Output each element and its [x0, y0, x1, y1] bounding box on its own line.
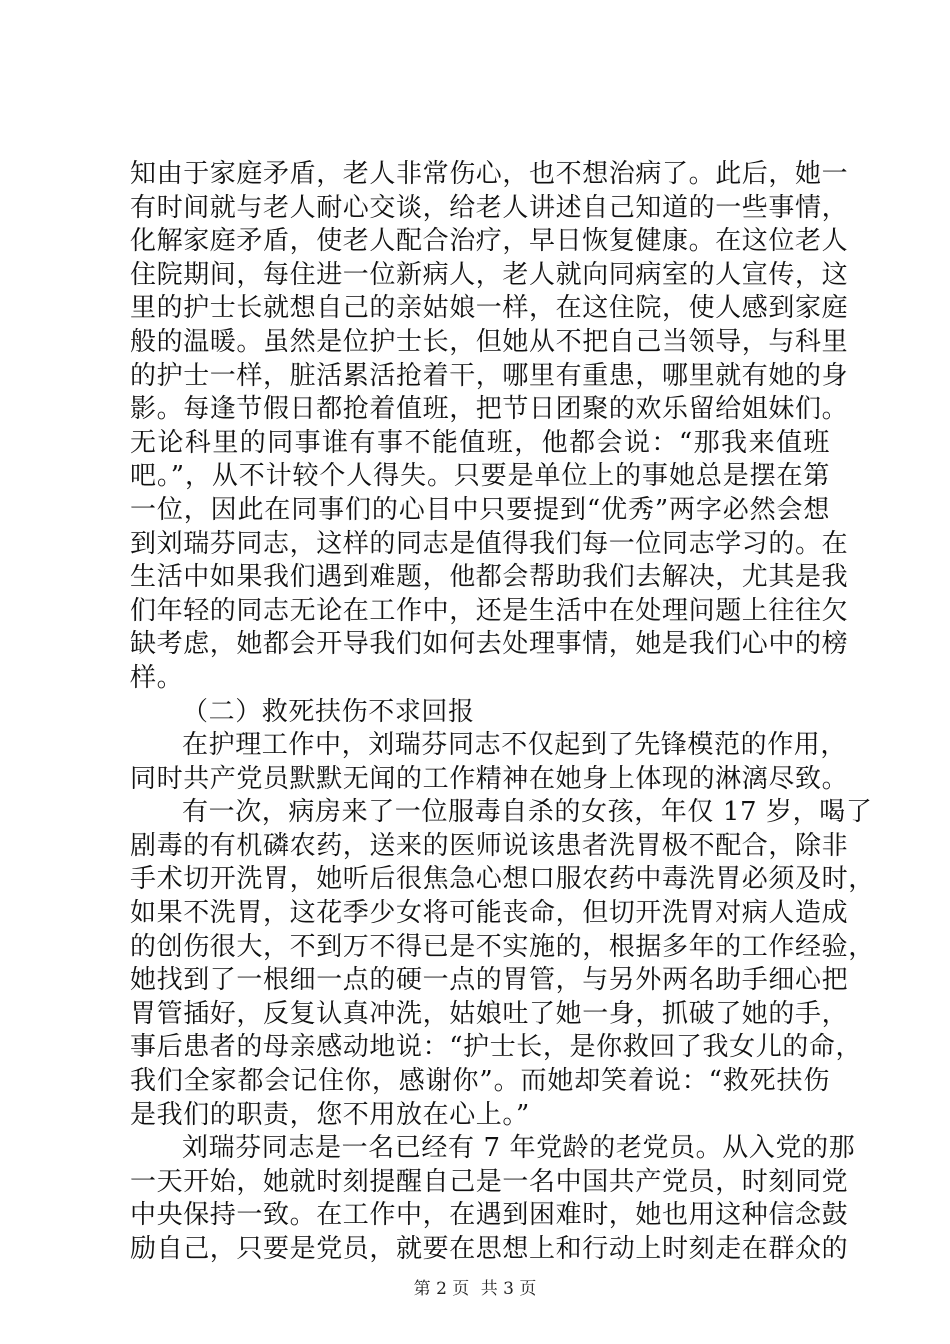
page-number: 第 2 页 — [413, 1279, 470, 1299]
text-line: 刘瑞芬同志是一名已经有 7 年党龄的老党员。从入党的那 — [182, 1133, 856, 1164]
text-line: （二）救死扶伤不求回报 — [182, 696, 475, 727]
text-line: 缺考虑，她都会开导我们如何去处理事情，她是我们心中的榜 — [130, 629, 849, 660]
text-line: 知由于家庭矛盾，老人非常伤心，也不想治病了。此后，她一 — [130, 159, 849, 189]
text-line: 胃管插好，反复认真冲洗，姑娘吐了她一身，抓破了她的手， — [130, 998, 849, 1029]
text-line: 她找到了一根细一点的硬一点的胃管，与另外两名助手细心把 — [130, 965, 849, 996]
text-line: 是我们的职责，您不用放在心上。” — [130, 1099, 530, 1130]
text-line: 剧毒的有机磷农药，送来的医师说该患者洗胃极不配合，除非 — [130, 830, 849, 861]
text-line: 如果不洗胃，这花季少女将可能丧命，但切开洗胃对病人造成 — [130, 898, 849, 929]
text-line: 里的护士长就想自己的亲姑娘一样，在这住院，使人感到家庭 — [130, 293, 849, 324]
page-total: 共 3 页 — [480, 1279, 537, 1299]
text-line: 在护理工作中，刘瑞芬同志不仅起到了先锋模范的作用， — [182, 730, 848, 761]
text-line: 我们全家都会记住你，感谢你”。而她却笑着说：“救死扶伤 — [130, 1066, 830, 1097]
text-line: 无论科里的同事谁有事不能值班，他都会说：“那我来值班 — [130, 427, 830, 458]
text-line: 住院期间，每住进一位新病人，老人就向同病室的人宣传，这 — [130, 259, 849, 290]
text-line: 的创伤很大，不到万不得已是不实施的，根据多年的工作经验， — [130, 931, 875, 962]
text-line: 般的温暖。虽然是位护士长，但她从不把自己当领导，与科里 — [130, 326, 849, 357]
text-line: 有一次，病房来了一位服毒自杀的女孩，年仅 17 岁，喝了 — [182, 797, 873, 828]
text-line: 同时共产党员默默无闻的工作精神在她身上体现的淋漓尽致。 — [130, 763, 849, 794]
text-line: 样。 — [130, 662, 184, 693]
text-line: 有时间就与老人耐心交谈，给老人讲述自己知道的一些事情， — [130, 192, 849, 223]
text-line: 手术切开洗胃，她听后很焦急心想口服农药中毒洗胃必须及时， — [130, 864, 875, 895]
text-line: 吧。”，从不计较个人得失。只要是单位上的事她总是摆在第 — [130, 461, 830, 492]
text-line: 们年轻的同志无论在工作中，还是生活中在处理问题上往往欠 — [130, 595, 849, 626]
text-line: 的护士一样，脏活累活抢着干，哪里有重患，哪里就有她的身 — [130, 360, 849, 391]
text-line: 一位，因此在同事们的心目中只要提到“优秀”两字必然会想 — [130, 494, 830, 525]
text-line: 励自己，只要是党员，就要在思想上和行动上时刻走在群众的 — [130, 1234, 849, 1264]
text-line: 影。每逢节假日都抢着值班，把节日团聚的欢乐留给姐妹们。 — [130, 394, 849, 425]
text-line: 生活中如果我们遇到难题，他都会帮助我们去解决，尤其是我 — [130, 562, 849, 593]
text-line: 一天开始，她就时刻提醒自己是一名中国共产党员，时刻同党 — [130, 1166, 849, 1197]
page-footer — [0, 1274, 950, 1299]
text-line: 事后患者的母亲感动地说：“护士长，是你救回了我女儿的命， — [130, 1032, 863, 1063]
text-line: 化解家庭矛盾，使老人配合治疗，早日恢复健康。在这位老人 — [130, 226, 849, 257]
text-line: 到刘瑞芬同志，这样的同志是值得我们每一位同志学习的。在 — [130, 528, 849, 559]
text-line: 中央保持一致。在工作中，在遇到困难时，她也用这种信念鼓 — [130, 1200, 849, 1231]
document-body — [130, 158, 875, 1267]
